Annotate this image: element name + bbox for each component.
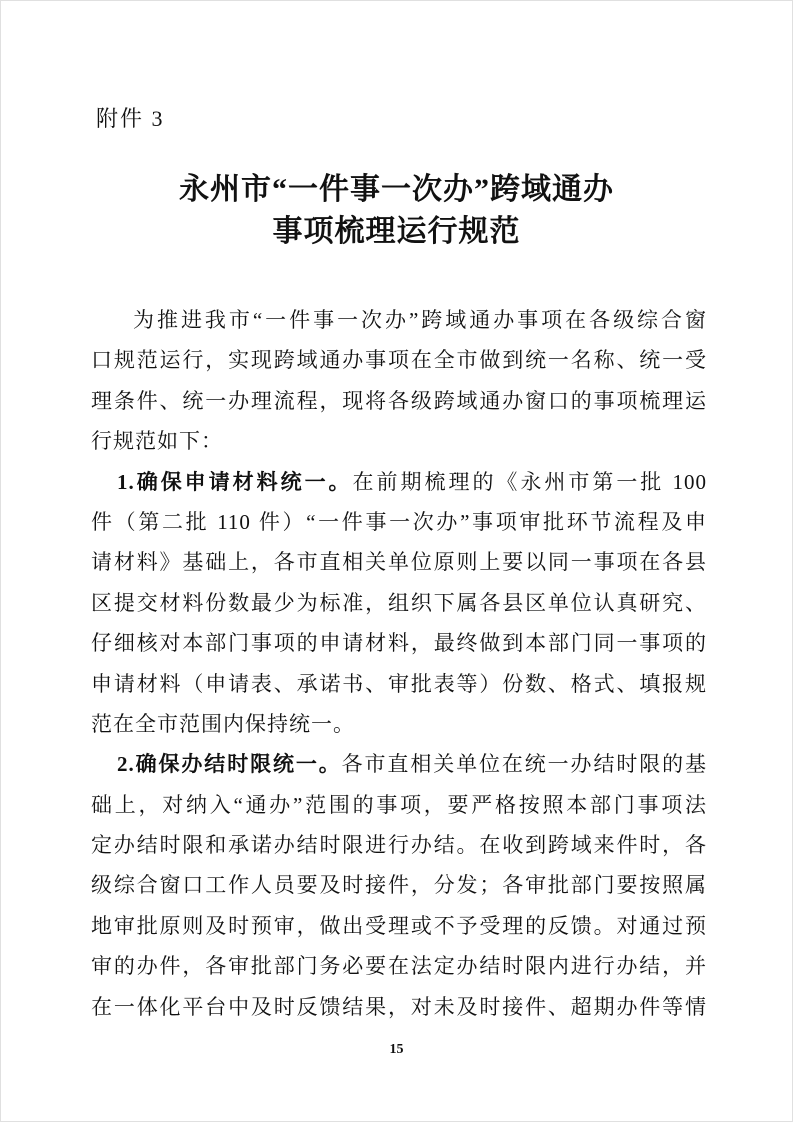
- text-segment: 仔细核对本部门事项的申请材料，最终做到本部门同一事项的: [91, 631, 707, 656]
- text-segment: 各市直相关单位在统一办结时限的基: [341, 752, 708, 777]
- body-line: [91, 906, 707, 946]
- paragraph-lead-bold: 2.确保办结时限统一。: [117, 752, 342, 777]
- text-segment: 行规范如下：: [91, 429, 223, 454]
- text-segment: 审的办件，各审批部门务必要在法定办结时限内进行办结，并: [91, 954, 707, 979]
- text-segment: 在一体化平台中及时反馈结果，对未及时接件、超期办件等情: [91, 994, 707, 1019]
- body-line: [91, 825, 707, 865]
- title-line-2: 事项梳理运行规范: [272, 215, 521, 248]
- body-line: [91, 785, 707, 825]
- body-line: [91, 704, 707, 744]
- text-segment: 理条件、统一办理流程，现将各级跨域通办窗口的事项梳理运: [91, 388, 707, 413]
- body-line: [91, 340, 707, 380]
- body-line: [91, 462, 707, 502]
- text-segment: 级综合窗口工作人员要及时接件，分发；各审批部门要按照属: [91, 873, 707, 898]
- text-segment: 申请材料（申请表、承诺书、审批表等）份数、格式、填报规: [91, 671, 707, 696]
- body-line: [91, 583, 707, 623]
- text-segment: 范在全市范围内保持统一。: [91, 711, 355, 736]
- body-line: [91, 744, 707, 784]
- text-segment: 区提交材料份数最少为标准，组织下属各县区单位认真研究、: [91, 590, 707, 615]
- body-line: [91, 623, 707, 663]
- attachment-label: 附件 3: [96, 106, 165, 131]
- body-line: [91, 865, 707, 905]
- text-segment: 地审批原则及时预审，做出受理或不予受理的反馈。对通过预: [91, 913, 707, 938]
- body-line: [91, 421, 707, 461]
- body-line: [91, 300, 707, 340]
- body-line: [91, 381, 707, 421]
- body-line: [91, 987, 707, 1027]
- text-segment: 础上，对纳入“通办”范围的事项，要严格按照本部门事项法: [91, 792, 707, 817]
- body-line: [91, 542, 707, 582]
- body-line: [91, 502, 707, 542]
- text-segment: 定办结时限和承诺办结时限进行办结。在收到跨域来件时，各: [91, 833, 707, 858]
- paragraph-lead-bold: 1.确保申请材料统一。: [117, 469, 353, 494]
- text-segment: 件（第二批 110 件）“一件事一次办”事项审批环节流程及申: [91, 509, 707, 534]
- page-number: 15: [389, 1042, 404, 1058]
- body-line: [91, 946, 707, 986]
- text-segment: 口规范运行，实现跨域通办事项在全市做到统一名称、统一受: [91, 348, 707, 373]
- document-title: [1, 169, 792, 253]
- text-segment: 在前期梳理的《永州市第一批 100: [352, 469, 708, 494]
- body-line: [91, 664, 707, 704]
- text-segment: 请材料》基础上，各市直相关单位原则上要以同一事项在各县: [91, 550, 707, 575]
- text-segment: 为推进我市“一件事一次办”跨域通办事项在各级综合窗: [133, 308, 707, 332]
- body-text: [91, 300, 707, 1027]
- title-line-1: 永州市“一件事一次办”跨域通办: [179, 173, 614, 206]
